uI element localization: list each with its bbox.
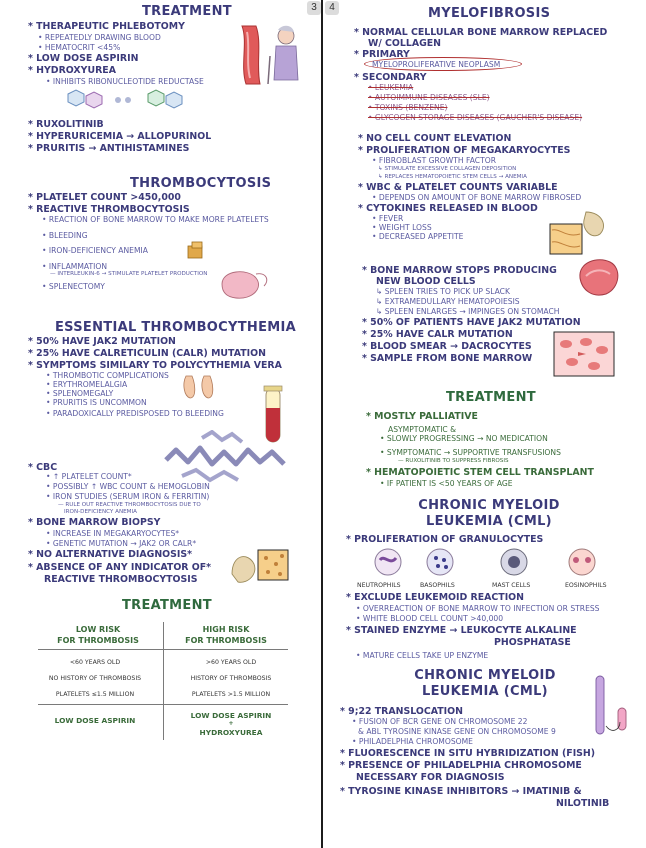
cell-label: BASOPHILS xyxy=(420,582,455,589)
low-risk-row: NO HISTORY OF THROMBOSIS xyxy=(48,675,142,682)
mf-item: * NORMAL CELLULAR BONE MARROW REPLACED xyxy=(354,27,608,38)
myelofibrosis-title: MYELOFIBROSIS xyxy=(428,6,551,21)
table-body-rule xyxy=(38,704,288,705)
treatment-item: * RUXOLITINIB xyxy=(28,119,104,130)
thrombocytosis-item: • INFLAMMATION xyxy=(42,262,108,271)
mf-item: • LEUKEMIA xyxy=(368,83,414,92)
et-cbc-item: • GENETIC MUTATION → JAK2 OR CALR* xyxy=(46,539,197,548)
mf-treatment-item: • IF PATIENT IS <50 YEARS OF AGE xyxy=(380,479,513,488)
treatment-item: * PRURITIS → ANTIHISTAMINES xyxy=(28,143,190,154)
cell-label: MAST CELLS xyxy=(492,582,531,589)
mf-item: • WEIGHT LOSS xyxy=(372,223,432,232)
et-item: * SYMPTOMS SIMILARY TO POLYCYTHEMIA VERA xyxy=(28,360,282,371)
cml2-item: * 9;22 TRANSLOCATION xyxy=(340,706,463,717)
et-item: • ERYTHROMELALGIA xyxy=(46,380,128,389)
thrombocytosis-item: • BLEEDING xyxy=(42,231,88,240)
cml-item2: • WHITE BLOOD CELL COUNT >40,000 xyxy=(356,614,504,623)
mf-item2: * 25% HAVE CALR MUTATION xyxy=(362,329,513,340)
cml-item: * PROLIFERATION OF GRANULOCYTES xyxy=(346,534,544,545)
treatment-item: • INHIBITS RIBONUCLEOTIDE REDUCTASE xyxy=(46,77,204,86)
et-cbc-item: IRON-DEFICIENCY ANEMIA xyxy=(64,509,137,515)
mf-item: • FIBROBLAST GROWTH FACTOR xyxy=(372,156,496,165)
et-item: * 50% HAVE JAK2 MUTATION xyxy=(28,336,176,347)
feet-illustration xyxy=(180,372,224,402)
cml-item2: * STAINED ENZYME → LEUKOCYTE ALKALINE xyxy=(346,625,577,636)
mf-treatment-item: * MOSTLY PALLIATIVE xyxy=(366,411,478,422)
cml2-item: * FLUORESCENCE IN SITU HYBRIDIZATION (FISH) xyxy=(340,748,596,759)
treatment-item: • HEMATOCRIT <45% xyxy=(38,43,121,52)
thrombocytosis-item: • REACTION OF BONE MARROW TO MAKE MORE PLATELETS xyxy=(42,215,269,224)
mf-item: * WBC & PLATELET COUNTS VARIABLE xyxy=(358,182,558,193)
thrombocytosis-title: THROMBOCYTOSIS xyxy=(130,176,272,191)
mf-item: * PROLIFERATION OF MEGAKARYOCYTES xyxy=(358,145,571,156)
high-risk-header: HIGH RISK xyxy=(202,625,250,634)
risk-treatment-title: TREATMENT xyxy=(122,598,212,613)
mf-item: • AUTOIMMUNE DISEASES (SLE) xyxy=(368,93,490,102)
mf-item2: ↳ EXTRAMEDULLARY HEMATOPOIESIS xyxy=(376,297,520,306)
thrombocytosis-item: • IRON-DEFICIENCY ANEMIA xyxy=(42,246,148,255)
cml-item2: * EXCLUDE LEUKEMOID REACTION xyxy=(346,592,524,603)
thrombocytosis-item: * PLATELET COUNT >450,000 xyxy=(28,192,181,203)
spleen-illustration xyxy=(574,254,624,300)
thrombocytosis-item: • SPLENECTOMY xyxy=(42,282,105,291)
cml2-title: CHRONIC MYELOID xyxy=(414,668,556,683)
low-risk-treatment: LOW DOSE ASPIRIN xyxy=(54,716,136,725)
treatment-item: * HYDROXYUREA xyxy=(28,65,116,76)
treatment-title: TREATMENT xyxy=(142,4,232,19)
et-item: • THROMBOTIC COMPLICATIONS xyxy=(46,371,169,380)
mf-item: ↳ STIMULATE EXCESSIVE COLLAGEN DEPOSITION xyxy=(378,166,517,172)
chromosome-illustration xyxy=(590,674,634,738)
cml2-item: * TYROSINE KINASE INHIBITORS → IMATINIB & xyxy=(340,786,582,797)
mf-treatment-item: • SLOWLY PROGRESSING → NO MEDICATION xyxy=(380,434,548,443)
table-column-rule xyxy=(163,622,164,740)
bone-marrow-fibrosis-illustration xyxy=(546,208,612,256)
mf-item2: * SAMPLE FROM BONE MARROW xyxy=(362,353,533,364)
et-cbc-item: * NO ALTERNATIVE DIAGNOSIS* xyxy=(28,549,193,560)
cml2-item: NILOTINIB xyxy=(556,798,610,809)
low-risk-header: LOW RISK xyxy=(75,625,121,634)
mf-item: • DEPENDS ON AMOUNT OF BONE MARROW FIBROSED xyxy=(372,193,582,202)
mf-item2: * BLOOD SMEAR → DACROCYTES xyxy=(362,341,532,352)
mf-item2: * 50% OF PATIENTS HAVE JAK2 MUTATION xyxy=(362,317,581,328)
high-risk-header: FOR THROMBOSIS xyxy=(185,636,267,645)
treatment-item: • REPEATEDLY DRAWING BLOOD xyxy=(38,33,161,42)
high-risk-row: HISTORY OF THROMBOSIS xyxy=(190,675,272,682)
mf-item2: NEW BLOOD CELLS xyxy=(376,276,476,287)
mf-item: * PRIMARY xyxy=(354,49,410,60)
mf-treatment-item: ASYMPTOMATIC & xyxy=(388,425,457,434)
cml2-item: & ABL TYROSINE KINASE GENE ON CHROMOSOME 9 xyxy=(358,727,556,736)
et-cbc-item: * ABSENCE OF ANY INDICATOR OF* xyxy=(28,562,212,573)
cml2-item: NECESSARY FOR DIAGNOSIS xyxy=(356,772,505,783)
et-cbc-item: • INCREASE IN MEGAKARYOCYTES* xyxy=(46,529,180,538)
granulocytes-illustration xyxy=(360,546,620,582)
mf-item: ↳ REPLACES HEMATOPOIETIC STEM CELLS → ANEMIA xyxy=(378,174,527,180)
dacrocytes-smear-illustration xyxy=(552,330,618,380)
mf-item2: ↳ SPLEEN ENLARGES → IMPINGES ON STOMACH xyxy=(376,307,560,316)
et-cbc-item: • POSSIBLY ↑ WBC COUNT & HEMOGLOBIN xyxy=(46,482,210,491)
mf-treatment-item: • SYMPTOMATIC → SUPPORTIVE TRANSFUSIONS xyxy=(380,448,561,457)
high-risk-row: >60 YEARS OLD xyxy=(205,659,257,666)
treatment-item: * HYPERURICEMIA → ALLOPURINOL xyxy=(28,131,212,142)
mf-item: • FEVER xyxy=(372,214,404,223)
cml-title: LEUKEMIA (CML) xyxy=(426,514,552,529)
low-risk-row: <60 YEARS OLD xyxy=(69,659,121,666)
thrombocytosis-item: — INTERLEUKIN-6 → STIMULATE PLATELET PRODUCTION xyxy=(50,271,208,277)
treatment-item: * LOW DOSE ASPIRIN xyxy=(28,53,139,64)
cml-item2: • MATURE CELLS TAKE UP ENZYME xyxy=(356,651,489,660)
cml2-item: • PHILADELPHIA CHROMOSOME xyxy=(352,737,473,746)
low-risk-row: PLATELETS ≤1.5 MILLION xyxy=(55,691,135,698)
et-cbc-item: • ↑ PLATELET COUNT* xyxy=(46,472,132,481)
mf-item2: * BONE MARROW STOPS PRODUCING xyxy=(362,265,557,276)
et-cbc-item: — RULE OUT REACTIVE THROMBOCYTOSIS DUE TO xyxy=(58,502,201,508)
cml-item2: PHOSPHATASE xyxy=(494,637,571,648)
cml-item2: • OVERREACTION OF BONE MARROW TO INFECTION OR STRESS xyxy=(356,604,600,613)
mf-item: • GLYCOGEN STORAGE DISEASES (GAUCHER'S DISEASE) xyxy=(368,113,583,122)
high-risk-row: PLATELETS >1.5 MILLION xyxy=(191,691,271,698)
mf-item: • TOXINS (BENZENE) xyxy=(368,103,448,112)
blood-vessel-illustration xyxy=(238,22,308,88)
low-risk-header: FOR THROMBOSIS xyxy=(57,636,139,645)
enzyme-molecule-illustration xyxy=(58,88,208,118)
et-item: • PRURITIS IS UNCOMMON xyxy=(46,398,147,407)
treatment-item: * THERAPEUTIC PHLEBOTOMY xyxy=(28,21,185,32)
cell-label: EOSINOPHILS xyxy=(565,582,607,589)
platelets-illustration xyxy=(162,430,292,486)
mf-item: • DECREASED APPETITE xyxy=(372,232,464,241)
et-item: • PARADOXICALLY PREDISPOSED TO BLEEDING xyxy=(46,409,224,418)
et-cbc-item: REACTIVE THROMBOCYTOSIS xyxy=(44,574,198,585)
mf-item2: ↳ SPLEEN TRIES TO PICK UP SLACK xyxy=(376,287,510,296)
high-risk-treatment: LOW DOSE ASPIRIN xyxy=(190,711,272,720)
high-risk-treatment: + xyxy=(228,720,234,727)
et-cbc-item: * CBC xyxy=(28,462,58,473)
cell-label: NEUTROPHILS xyxy=(357,582,401,589)
page-number-right: 4 xyxy=(325,1,339,15)
cml2-title: LEUKEMIA (CML) xyxy=(422,684,548,699)
iron-block-icon xyxy=(186,240,206,260)
column-divider xyxy=(321,0,323,848)
mf-treatment-item: * HEMATOPOIETIC STEM CELL TRANSPLANT xyxy=(366,467,594,478)
et-cbc-item: * BONE MARROW BIOPSY xyxy=(28,517,161,528)
cml2-item: * PRESENCE OF PHILADELPHIA CHROMOSOME xyxy=(340,760,582,771)
mf-treatment-title: TREATMENT xyxy=(446,390,536,405)
cml2-item: • FUSION OF BCR GENE ON CHROMOSOME 22 xyxy=(352,717,528,726)
essential-thrombocythemia-title: ESSENTIAL THROMBOCYTHEMIA xyxy=(55,320,296,335)
page-number-left: 3 xyxy=(307,1,321,15)
mf-item: MYELOPROLIFERATIVE NEOPLASM xyxy=(372,60,501,69)
mf-treatment-item: — RUXOLITINIB TO SUPPRESS FIBROSIS xyxy=(398,458,509,464)
high-risk-treatment: HYDROXYUREA xyxy=(199,728,263,737)
mf-item: * NO CELL COUNT ELEVATION xyxy=(358,133,512,144)
thrombocytosis-item: * REACTIVE THROMBOCYTOSIS xyxy=(28,204,190,215)
et-item: * 25% HAVE CALRETICULIN (CALR) MUTATION xyxy=(28,348,266,359)
stomach-spleen-illustration xyxy=(212,266,272,304)
bone-marrow-sample-illustration xyxy=(228,544,292,586)
mf-item: * SECONDARY xyxy=(354,72,427,83)
et-cbc-item: • IRON STUDIES (SERUM IRON & FERRITIN) xyxy=(46,492,210,501)
et-item: • SPLENOMEGALY xyxy=(46,389,114,398)
mf-item: W/ COLLAGEN xyxy=(368,38,442,49)
cml-title: CHRONIC MYELOID xyxy=(418,498,560,513)
mf-item: * CYTOKINES RELEASED IN BLOOD xyxy=(358,203,538,214)
